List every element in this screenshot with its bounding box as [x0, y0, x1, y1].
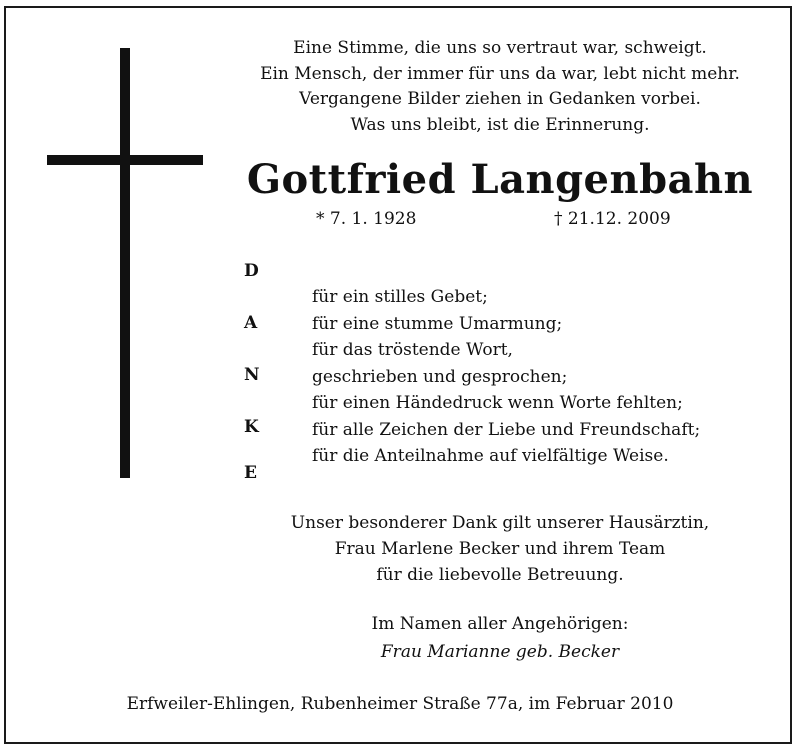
- verse-line: Ein Mensch, der immer für uns da war, lebt nicht mehr.: [260, 63, 740, 84]
- danke-line: für das tröstende Wort,: [312, 340, 513, 360]
- danke-letter: N: [244, 365, 260, 385]
- danke-line: für ein stilles Gebet;: [312, 287, 488, 307]
- birth-date: * 7. 1. 1928: [316, 209, 417, 229]
- danke-line: geschrieben und gesprochen;: [312, 366, 568, 387]
- family-intro: Im Namen aller Angehörigen:: [371, 614, 629, 634]
- verse-line: Vergangene Bilder ziehen in Gedanken vorbei.: [299, 89, 701, 109]
- place-and-date: Erfweiler-Ehlingen, Rubenheimer Straße 77a, im Februar 2010: [126, 694, 674, 714]
- danke-letter: E: [244, 463, 257, 483]
- memorial-verse: [250, 36, 750, 138]
- verse-line: Eine Stimme, die uns so vertraut war, schweigt.: [293, 38, 707, 58]
- danke-lines: [312, 284, 700, 470]
- danke-letter: D: [244, 261, 259, 281]
- danke-line: für eine stumme Umarmung;: [312, 313, 563, 334]
- deceased-name: Gottfried Langenbahn: [246, 156, 754, 203]
- special-thanks: [200, 510, 800, 588]
- family-signature: [250, 610, 750, 666]
- danke-letter: A: [244, 313, 258, 333]
- thanks-line: Frau Marlene Becker und ihrem Team: [334, 539, 666, 559]
- verse-line: Was uns bleibt, ist die Erinnerung.: [350, 114, 650, 135]
- danke-line: für alle Zeichen der Liebe und Freundschaft;: [312, 419, 701, 440]
- signer-name: Frau Marianne geb. Becker: [380, 642, 620, 662]
- thanks-line: für die liebevolle Betreuung.: [376, 565, 624, 585]
- danke-letter: K: [244, 417, 259, 437]
- danke-line: für einen Händedruck wenn Worte fehlten;: [312, 393, 683, 413]
- death-date: † 21.12. 2009: [554, 209, 671, 229]
- thanks-line: Unser besonderer Dank gilt unserer Hausärztin,: [290, 513, 710, 533]
- danke-line: für die Anteilnahme auf vielfältige Weise.: [312, 446, 669, 466]
